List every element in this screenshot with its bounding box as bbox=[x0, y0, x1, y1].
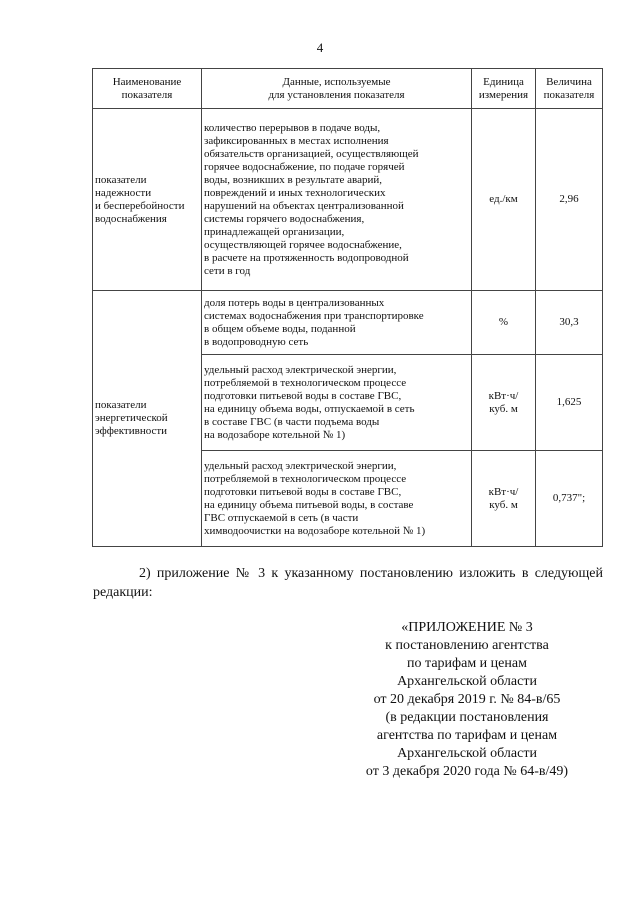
appendix-line: Архангельской области bbox=[397, 746, 537, 761]
appendix-line: от 20 декабря 2019 г. № 84-в/65 bbox=[373, 692, 561, 707]
header-indicator-name: Наименование показателя bbox=[93, 69, 202, 109]
row-description: удельный расход электрической энергии, потребляемой в технологическом процессе подготовки питьевой воды в составе ГВС, на единицу объема воды, отпускаемой в сеть в составе ГВС (в части подъема воды на водозаборе котельной № 1) bbox=[202, 355, 472, 451]
appendix-line: (в редакции постановления bbox=[385, 710, 549, 725]
appendix-line: по тарифам и ценам bbox=[407, 656, 527, 671]
indicators-table bbox=[92, 68, 603, 547]
row-unit: кВт·ч/ куб. м bbox=[472, 355, 536, 451]
row-value: 2,96 bbox=[536, 109, 603, 291]
appendix-line: Архангельской области bbox=[397, 674, 537, 689]
header-data-used: Данные, используемые для установления показателя bbox=[202, 69, 472, 109]
row-unit: ед./км bbox=[472, 109, 536, 291]
table-row bbox=[93, 291, 603, 355]
row-description: количество перерывов в подаче воды, зафиксированных в местах исполнения обязательств организацией, осуществляющей горячее водоснабжение, по подаче горячей воды, возникших в результате аварий, повреждений и иных технологических нарушений на объектах централизованной системы горячего водоснабжения, принадлежащей организации, осуществляющей горячее водоснабжение, в расчете на протяженность водопроводной сети в год bbox=[202, 109, 472, 291]
header-value: Величина показателя bbox=[536, 69, 603, 109]
row-value: 1,625 bbox=[536, 355, 603, 451]
row-unit: % bbox=[472, 291, 536, 355]
table-row bbox=[93, 109, 603, 291]
amendment-paragraph: 2) приложение № 3 к указанному постановлению изложить в следующей редакции: bbox=[93, 566, 603, 600]
appendix-line: от 3 декабря 2020 года № 64-в/49) bbox=[365, 764, 569, 779]
appendix-line: к постановлению агентства bbox=[385, 638, 549, 653]
row-description: удельный расход электрической энергии, потребляемой в технологическом процессе подготовки питьевой воды в составе ГВС, на единицу объема питьевой воды, в составе ГВС отпускаемой в сеть (в части химводоочистки на водозаборе котельной № 1) bbox=[202, 451, 472, 547]
row-value: 30,3 bbox=[536, 291, 603, 355]
group-name-reliability: показатели надежности и бесперебойности водоснабжения bbox=[93, 109, 202, 291]
page-number: 4 bbox=[316, 40, 324, 55]
row-unit: кВт·ч/ куб. м bbox=[472, 451, 536, 547]
appendix-line: «ПРИЛОЖЕНИЕ № 3 bbox=[401, 620, 533, 635]
row-value: 0,737"; bbox=[536, 451, 603, 547]
appendix-heading bbox=[332, 619, 602, 781]
group-name-energy: показатели энергетической эффективности bbox=[93, 291, 202, 547]
header-unit: Единица измерения bbox=[472, 69, 536, 109]
table-header-row bbox=[93, 69, 603, 109]
row-description: доля потерь воды в централизованных системах водоснабжения при транспортировке в общем объеме воды, поданной в водопроводную сеть bbox=[202, 291, 472, 355]
appendix-line: агентства по тарифам и ценам bbox=[376, 728, 558, 743]
